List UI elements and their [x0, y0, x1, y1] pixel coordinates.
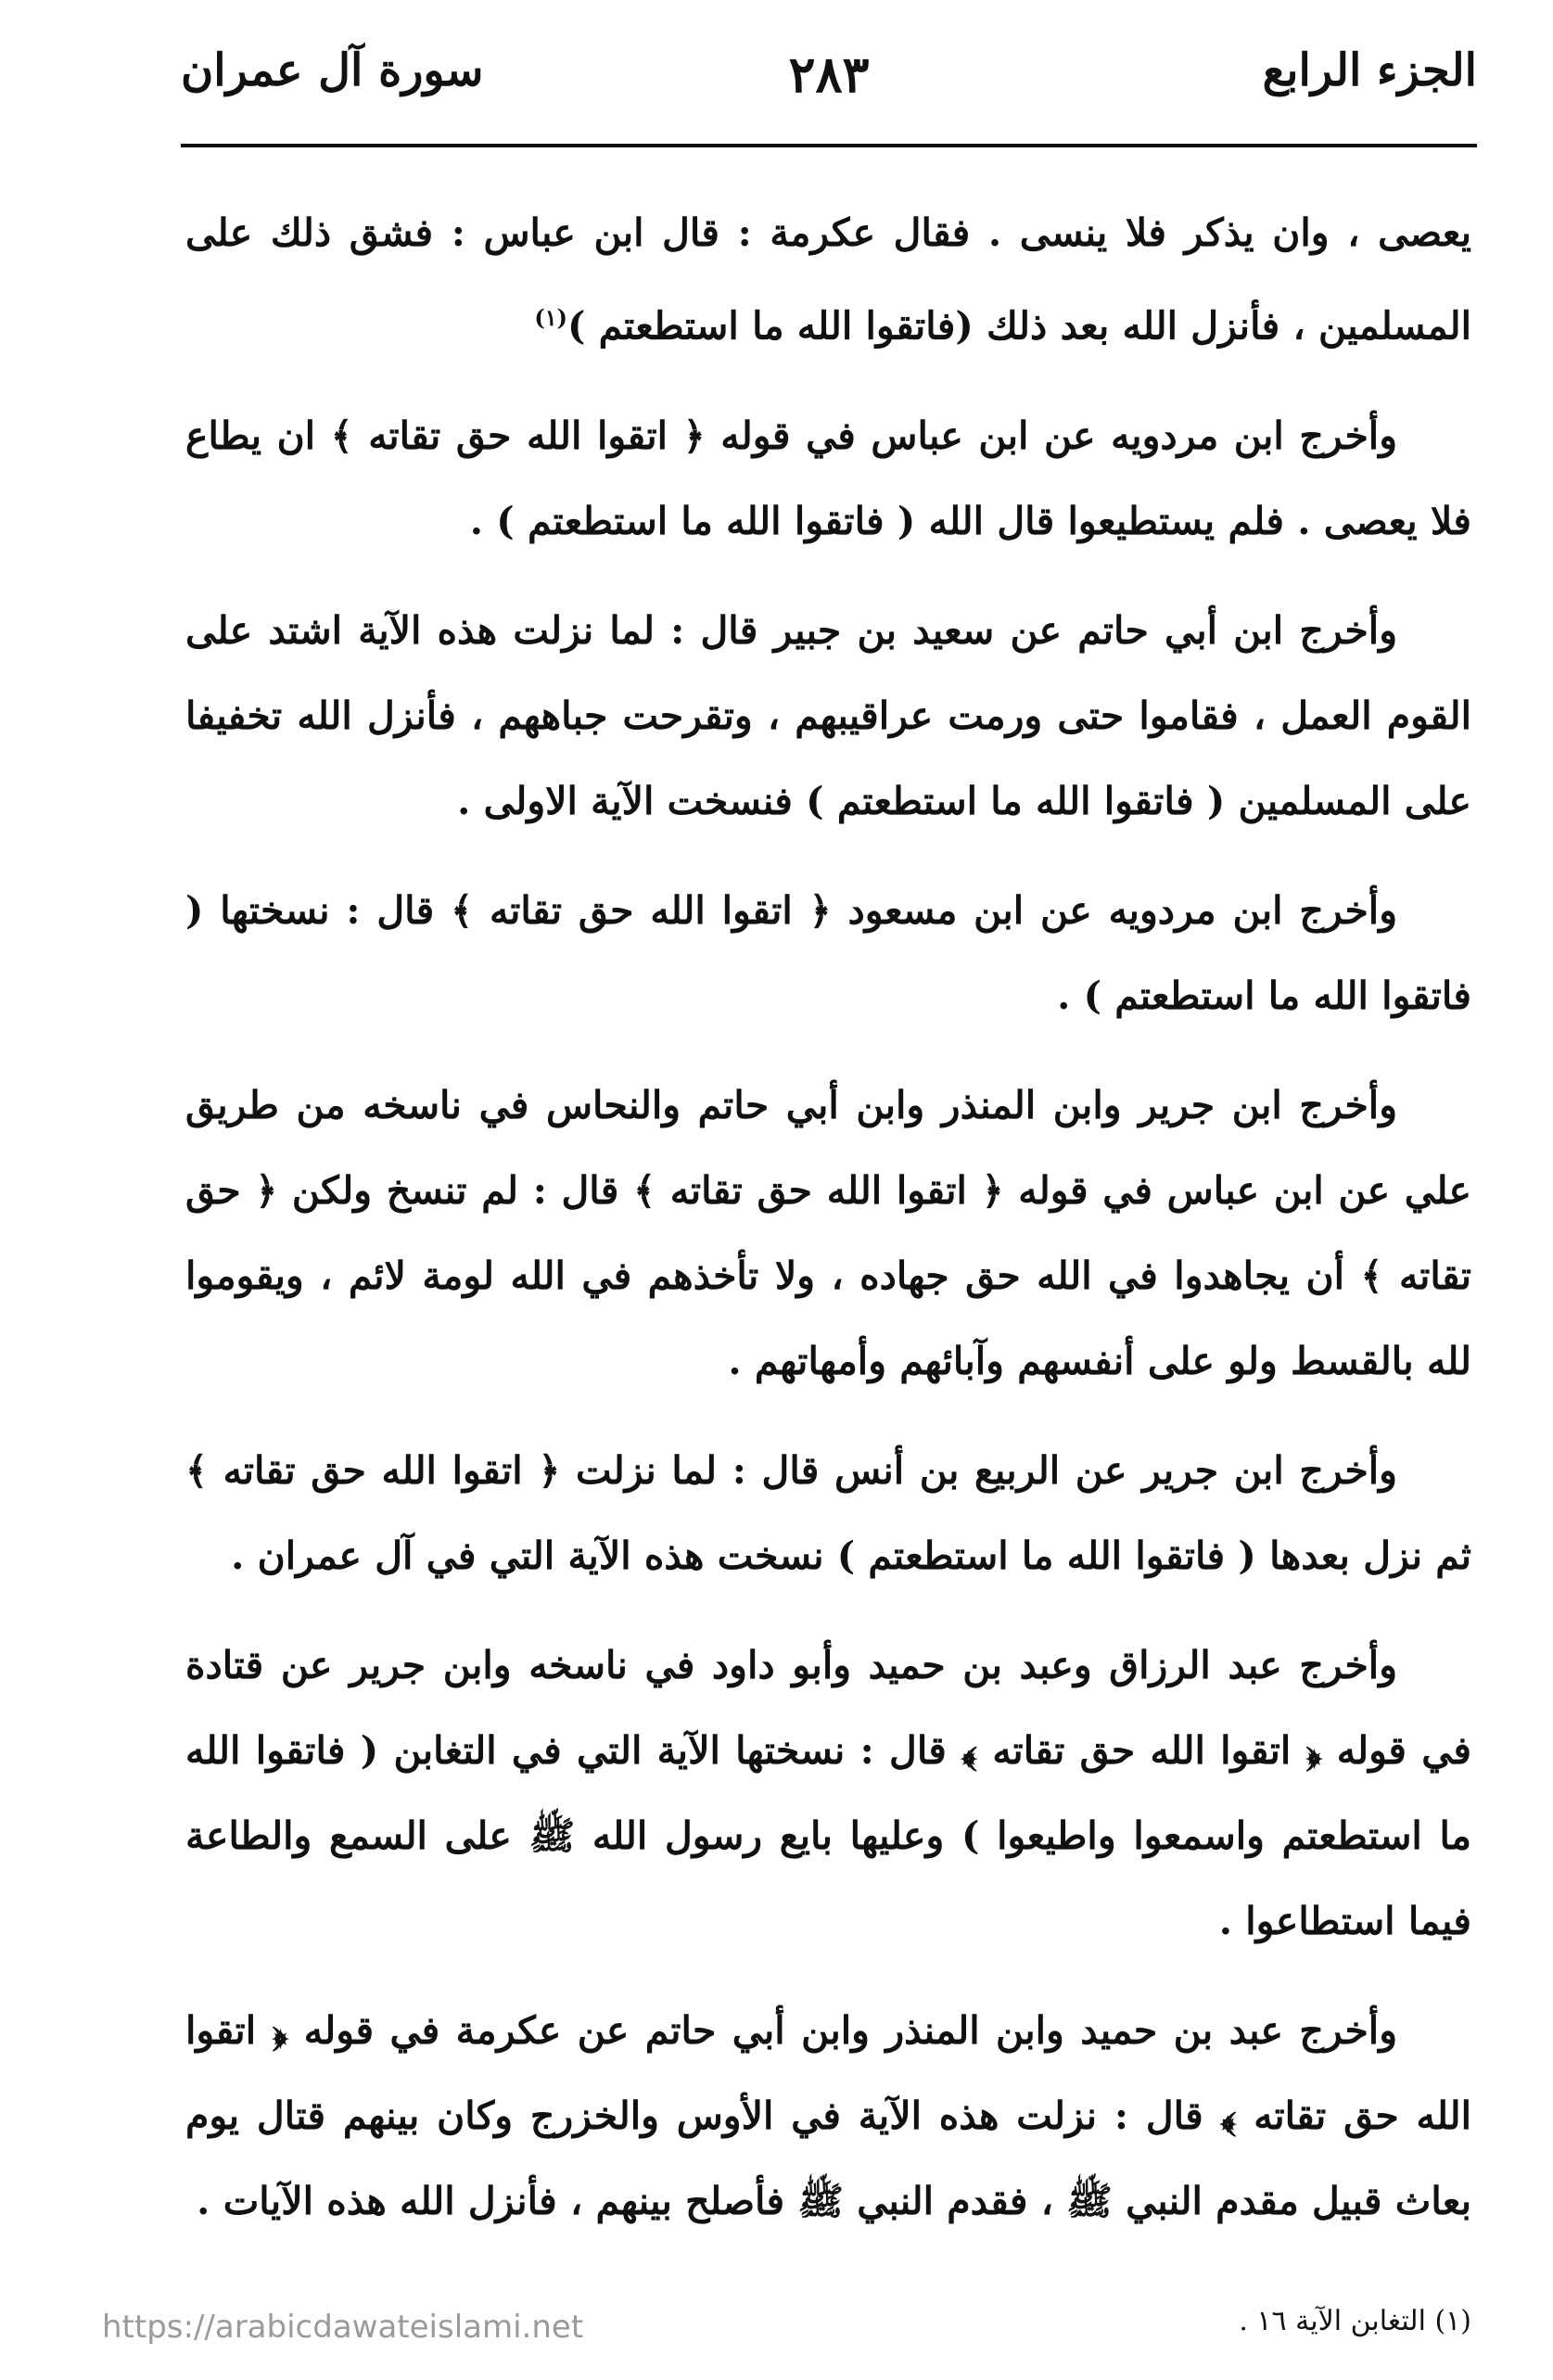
footnote: (١) التغابن الآية ١٦ . — [1239, 2305, 1471, 2337]
running-header — [181, 45, 1477, 137]
paragraph-2: وأخرج ابن مردويه عن ابن عباس في قوله ﴿ اتقوا الله حق تقاته ﴾ ان يطاع فلا يعصى . فلم يستطيعوا قال الله ( فاتقوا الله ما استطعتم ) . — [185, 413, 1471, 543]
paragraph-3: وأخرج ابن أبي حاتم عن سعيد بن جبير قال : لما نزلت هذه الآية اشتد على القوم العمل ، فقاموا حتى ورمت عراقيبهم ، وتقرحت جباههم ، فأنزل الله تخفيفا على المسلمين ( فاتقوا الله ما استطعتم ) فنسخت الآية الاولى . — [185, 607, 1471, 823]
watermark-url: https://arabicdawateislami.net — [102, 2309, 584, 2346]
header-divider — [181, 144, 1477, 147]
body-text — [185, 190, 1471, 2268]
paragraph-1 — [185, 190, 1471, 369]
footnote-marker: (١) — [534, 304, 567, 331]
surah-title: سورة آل عمران — [181, 45, 484, 96]
paragraph-4: وأخرج ابن مردويه عن ابن مسعود ﴿ اتقوا الله حق تقاته ﴾ قال : نسختها ( فاتقوا الله ما استطعتم ) . — [185, 887, 1471, 1018]
paragraph-8: وأخرج عبد بن حميد وابن المنذر وابن أبي حاتم عن عكرمة في قوله ﴿ اتقوا الله حق تقاته ﴾ قال : نزلت هذه الآية في الأوس والخزرج وكان بينهم قتال يوم بعاث قبيل مقدم النبي ﷺ ، فقدم النبي ﷺ فأصلح بينهم ، فأنزل الله هذه الآيات . — [185, 2007, 1471, 2223]
paragraph-5: وأخرج ابن جرير وابن المنذر وابن أبي حاتم والنحاس في ناسخه من طريق علي عن ابن عباس في قوله ﴿ اتقوا الله حق تقاته ﴾ قال : لم تنسخ ولكن ﴿ حق تقاته ﴾ أن يجاهدوا في الله حق جهاده ، ولا تأخذهم في الله لومة لائم ، ويقوموا لله بالقسط ولو على أنفسهم وآبائهم وأمهاتهم . — [185, 1082, 1471, 1383]
paragraph-text: يعصى ، وان يذكر فلا ينسى . فقال عكرمة : قال ابن عباس : فشق ذلك على المسلمين ، فأنزل الله بعد ذلك (فاتقوا الله ما استطعتم ) — [185, 210, 1471, 349]
page-number: ٢٨٣ — [788, 45, 870, 104]
paragraph-7: وأخرج عبد الرزاق وعبد بن حميد وأبو داود في ناسخه وابن جرير عن قتادة في قوله ﴿ اتقوا الله حق تقاته ﴾ قال : نسختها الآية التي في التغابن ( فاتقوا الله ما استطعتم واسمعوا واطيعوا ) وعليها بايع رسول الله ﷺ على السمع والطاعة فيما استطاعوا . — [185, 1642, 1471, 1943]
part-title: الجزء الرابع — [1262, 45, 1477, 96]
paragraph-6: وأخرج ابن جرير عن الربيع بن أنس قال : لما نزلت ﴿ اتقوا الله حق تقاته ﴾ ثم نزل بعدها ( فاتقوا الله ما استطعتم ) نسخت هذه الآية التي في آل عمران . — [185, 1447, 1471, 1578]
